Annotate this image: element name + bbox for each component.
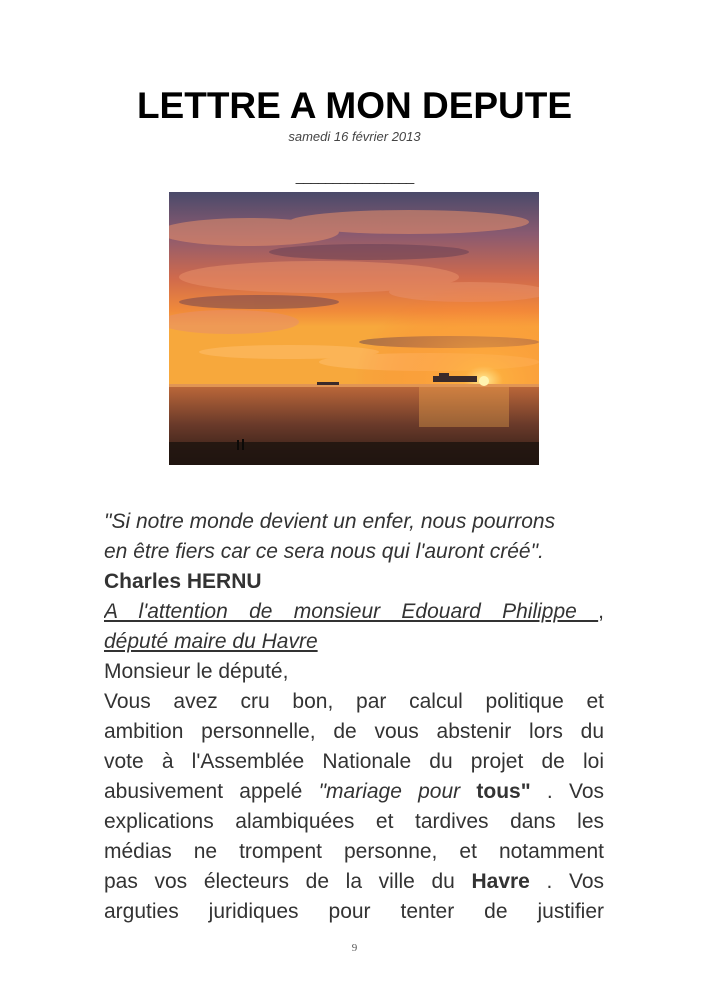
letter-line-8: arguties juridiques pour tenter de justifier bbox=[104, 900, 604, 923]
letter-line-7-b: Havre bbox=[471, 870, 530, 893]
attention-line-2: député maire du Havre bbox=[104, 630, 318, 653]
letter-line-6: médias ne trompent personne, et notamment bbox=[104, 840, 604, 863]
page-title: LETTRE A MON DEPUTE bbox=[136, 85, 573, 126]
letter-line-7 bbox=[104, 867, 604, 897]
quote-line-1: "Si notre monde devient un enfer, nous pourrons bbox=[104, 510, 556, 533]
salutation: Monsieur le député, bbox=[104, 660, 289, 683]
post-date: samedi 16 février 2013 bbox=[288, 129, 421, 144]
letter-line-4 bbox=[104, 777, 604, 807]
attention-line-1 bbox=[104, 597, 604, 627]
letter-line-4-d: . Vos bbox=[530, 780, 604, 803]
quote-line-2: en être fiers car ce sera nous qui l'auront créé". bbox=[104, 540, 544, 563]
sunset-photo bbox=[169, 192, 539, 465]
article-body bbox=[104, 507, 604, 927]
letter-line-7-a: pas vos électeurs de la ville du bbox=[104, 870, 472, 893]
letter-line-7-c: . Vos bbox=[529, 870, 604, 893]
letter-line-4-a: abusivement appelé bbox=[104, 780, 319, 803]
page-number: 9 bbox=[351, 942, 358, 954]
letter-line-2: ambition personnelle, de vous abstenir lors du bbox=[104, 720, 604, 743]
letter-line-1: Vous avez cru bon, par calcul politique et bbox=[104, 690, 604, 713]
attention-recipient: A l'attention de monsieur Edouard Philippe bbox=[104, 600, 599, 623]
letter-line-3: vote à l'Assemblée Nationale du projet de loi bbox=[104, 750, 604, 773]
quote-author: Charles HERNU bbox=[104, 570, 262, 593]
letter-line-4-c: tous" bbox=[476, 780, 531, 803]
letter-line-5: explications alambiquées et tardives dans les bbox=[104, 810, 604, 833]
letter-line-4-b: "mariage pour bbox=[318, 780, 477, 803]
separator-line: ________________ bbox=[295, 168, 414, 185]
attention-comma: , bbox=[598, 600, 604, 623]
